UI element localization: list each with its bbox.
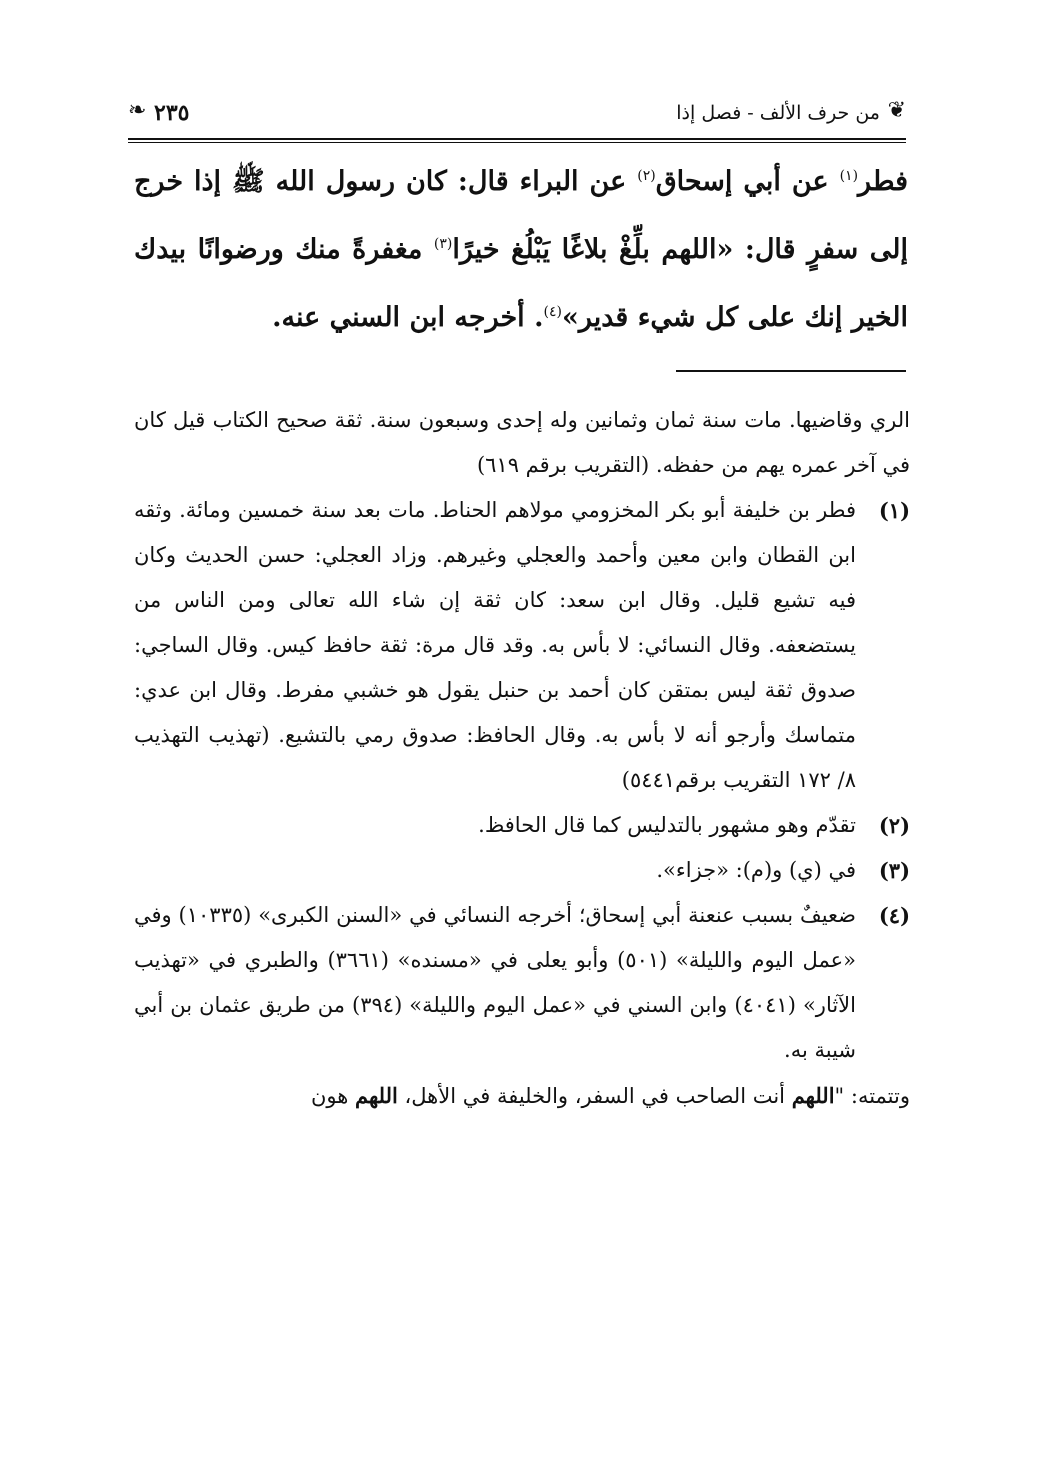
running-title: من حرف الألف - فصل إذا (676, 102, 880, 124)
footnote-ref: (٢) (637, 168, 656, 184)
main-text-segment: . أخرجه ابن السني عنه. (272, 302, 544, 333)
footnotes (134, 398, 910, 1119)
footnote-carryover: الري وقاضيها. مات سنة ثمان وثمانين وله إحدى وسبعون سنة. ثقة صحيح الكتاب قيل كان في آخر عمره يهم من حفظه. (التقريب برقم ٦١٩) (134, 408, 910, 477)
page-number: ٢٣٥ (154, 100, 190, 126)
footnote-item (134, 893, 910, 1073)
footnote-item (134, 803, 910, 848)
footnote-text: في (ي) و(م): «جزاء». (656, 858, 856, 882)
footnote-item (134, 488, 910, 803)
main-text-segment: عن البراء قال: كان رسول الله ﷺ إذا خرج إلى سفرٍ قال: «اللهم بلِّغْ بلاغًا يَبْلُغ خيرًا (134, 166, 908, 265)
main-text-segment: فطر (858, 166, 908, 197)
main-text-segment: عن أبي إسحاق (655, 166, 840, 197)
continuation-text: هون (310, 1084, 355, 1108)
floral-ornament-icon: ❧ (128, 98, 147, 123)
footnote-separator (676, 370, 906, 372)
footnote-continuation (134, 1073, 910, 1119)
main-text-segment: مغفرةً منك ورضوانًا بيدك الخير إنك على كل شيء قدير» (134, 234, 908, 333)
continuation-text: وتتمته: " (834, 1084, 910, 1108)
footnote-number: (٢) (878, 813, 910, 838)
footnote-number: (٣) (878, 858, 910, 883)
page-header (128, 96, 906, 140)
main-text (134, 148, 908, 352)
footnote-text: تقدّم وهو مشهور بالتدليس كما قال الحافظ. (478, 813, 856, 837)
floral-ornament-icon: ❦ (887, 98, 906, 123)
footnote-ref: (١) (839, 168, 859, 184)
footnote-item (134, 848, 910, 893)
continuation-bold: اللهم (354, 1083, 398, 1108)
continuation-bold: اللهم (791, 1083, 835, 1108)
footnote-number: (٤) (878, 903, 910, 928)
continuation-text: أنت الصاحب في السفر، والخليفة في الأهل، (397, 1084, 792, 1108)
footnote-ref: (٤) (543, 304, 562, 320)
footnote-text: فطر بن خليفة أبو بكر المخزومي مولاهم الحناط. مات بعد سنة خمسين ومائة. وثقه ابن القطان وابن معين وأحمد والعجلي وغيرهم. وزاد العجلي: حسن الحديث وكان فيه تشيع قليل. وقال ابن سعد: كان ثقة إن شاء الله تعالى ومن الناس من يستضعفه. وقال النسائي: لا بأس به. وقد قال مرة: ثقة حافظ كيس. وقال الساجي: صدوق ثقة ليس بمتقن كان أحمد بن حنبل يقول هو خشبي مفرط. وقال ابن عدي: متماسك وأرجو أنه لا بأس به. وقال الحافظ: صدوق رمي بالتشيع. (تهذيب التهذيب ٨/ ١٧٢ التقريب برقم٥٤٤١) (134, 498, 856, 792)
footnote-text: ضعيفٌ بسبب عنعنة أبي إسحاق؛ أخرجه النسائي في «السنن الكبرى» (١٠٣٣٥) وفي «عمل اليوم والليلة» (٥٠١) وأبو يعلى في «مسنده» (٣٦٦١) والطبري في «تهذيب الآثار» (٤٠٤١) وابن السني في «عمل اليوم والليلة» (٣٩٤) من طريق عثمان بن أبي شيبة به. (134, 903, 856, 1062)
footnote-ref: (٣) (433, 236, 453, 252)
header-rule (128, 138, 906, 140)
footnote-number: (١) (878, 498, 910, 523)
